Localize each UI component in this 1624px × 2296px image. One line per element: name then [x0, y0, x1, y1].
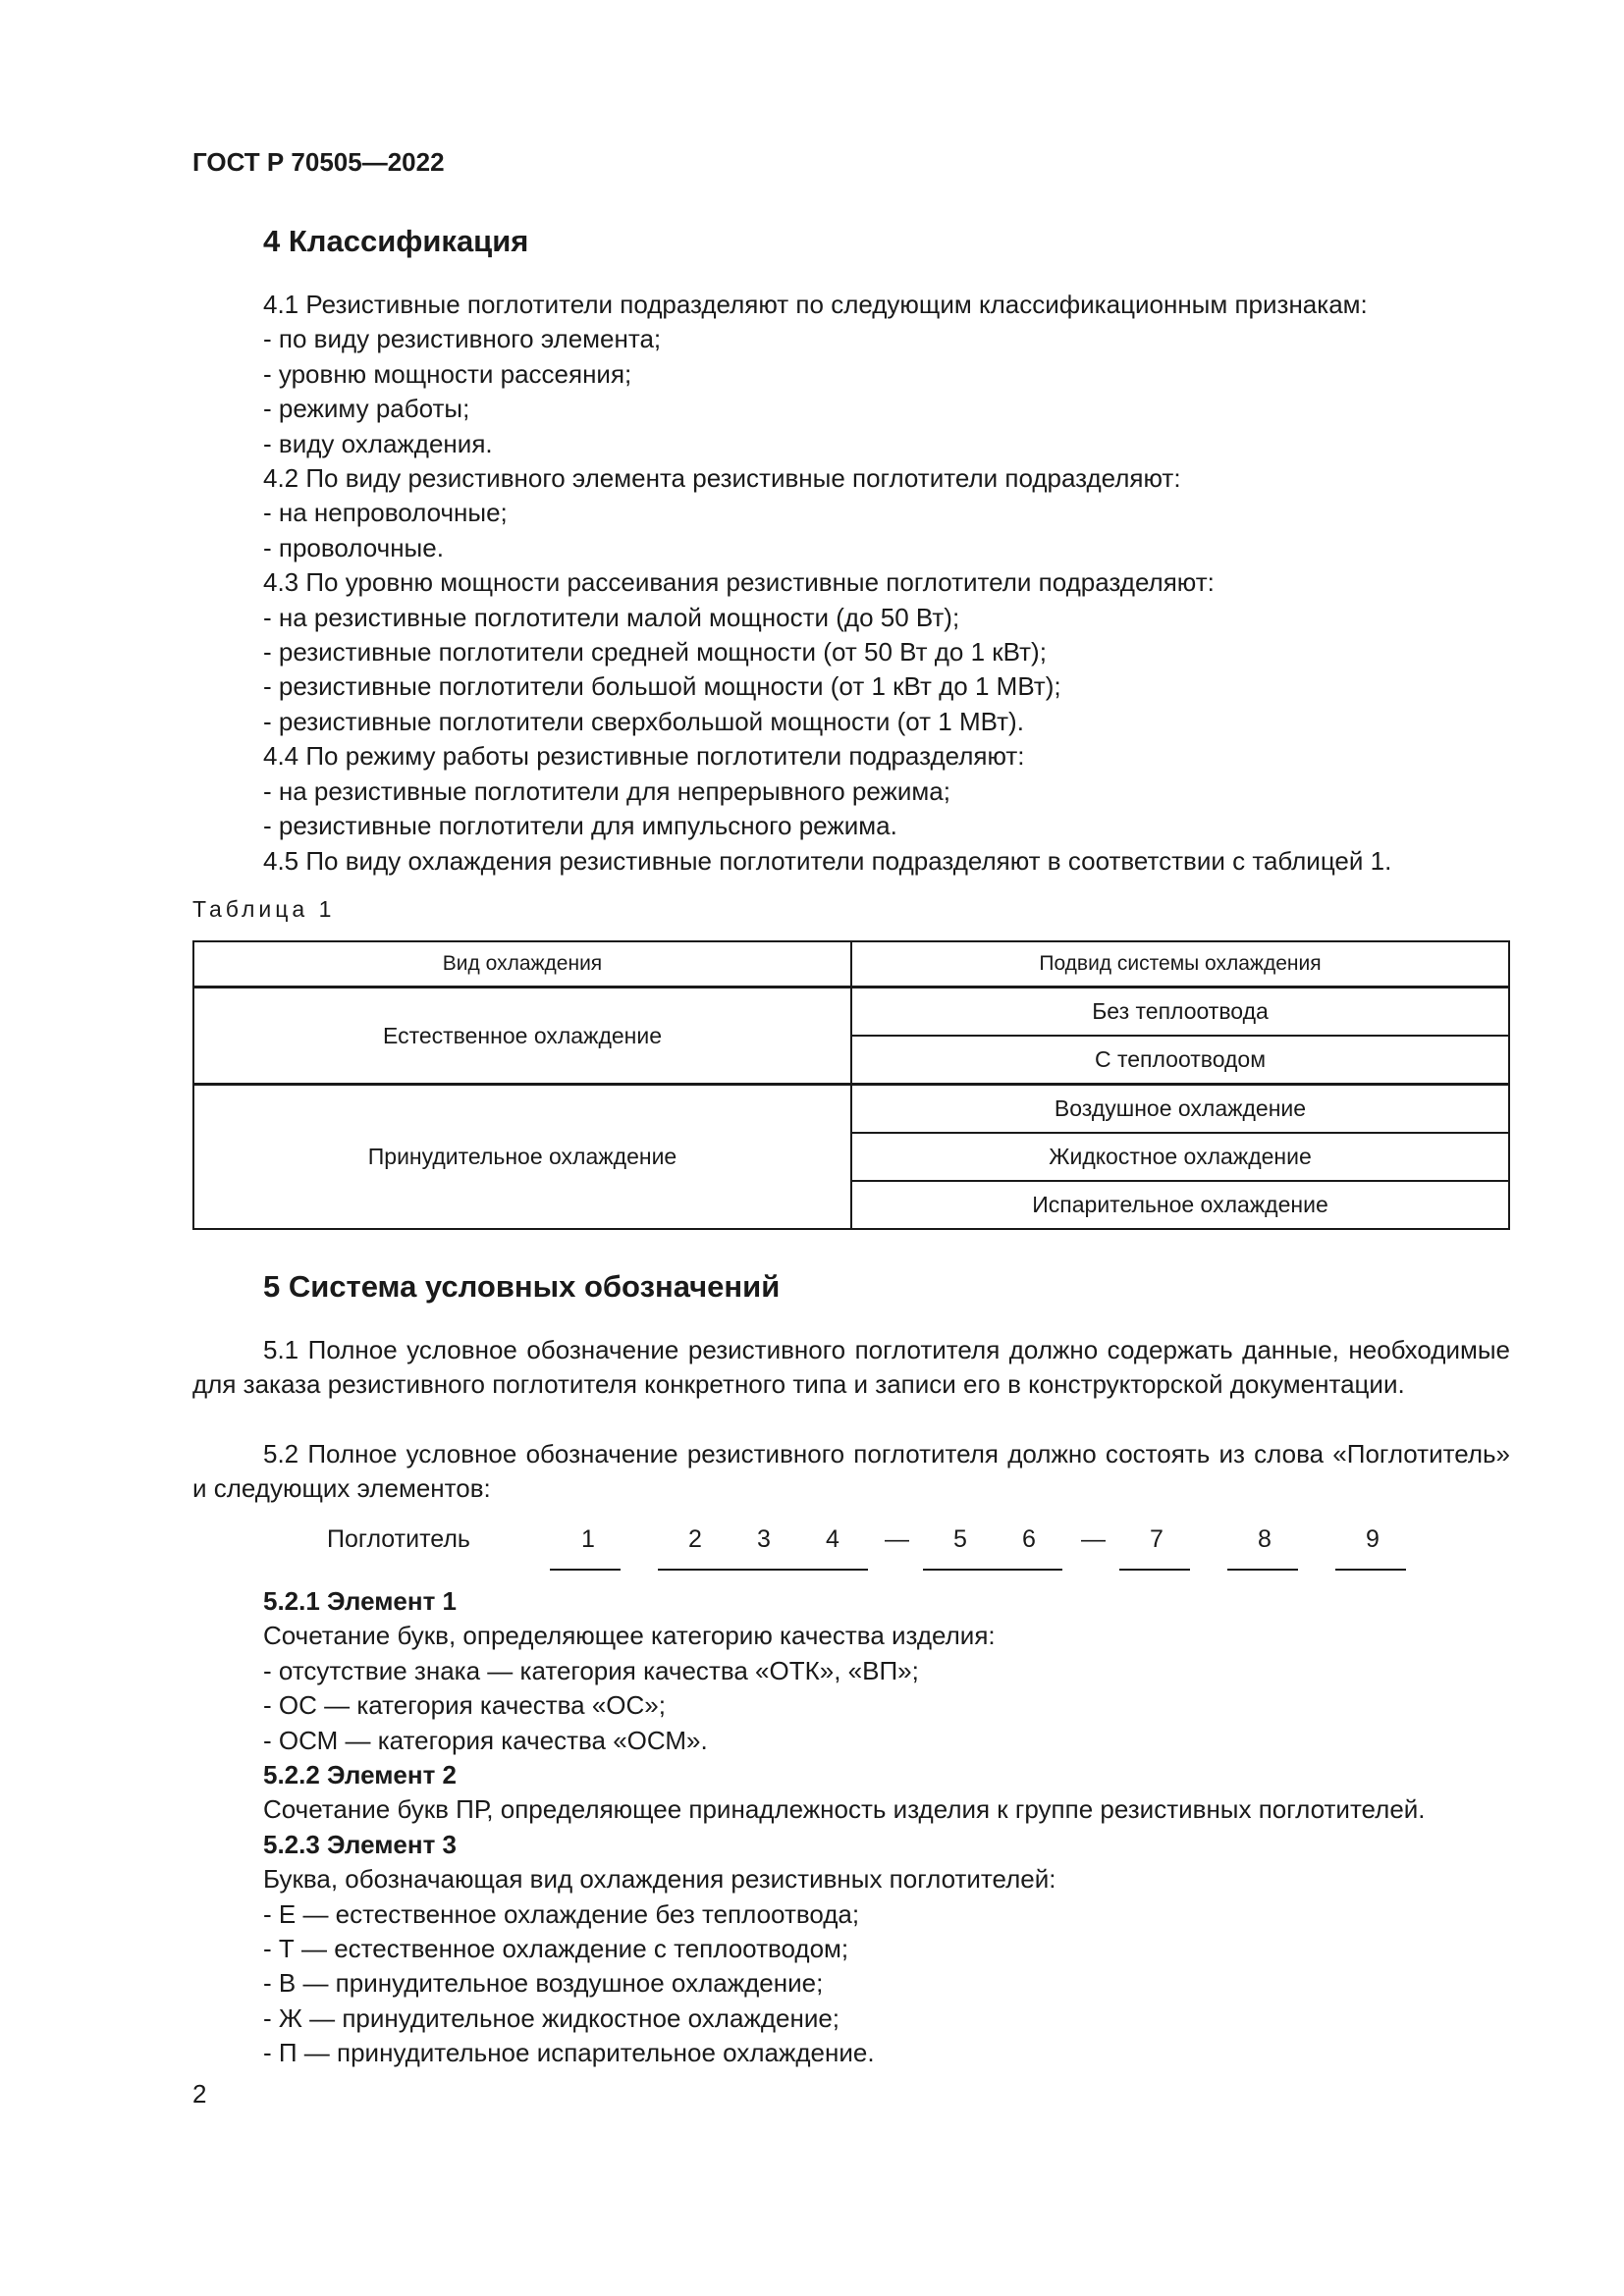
text-line: 4.2 По виду резистивного элемента резистивные поглотители подразделяют:: [263, 463, 1181, 494]
paragraph-5-2: [192, 1437, 1510, 1507]
section-4-list: [263, 288, 1391, 879]
formula-dash: —: [885, 1525, 909, 1553]
text-line: 4.5 По виду охлаждения резистивные поглотители подразделяют в соответствии с таблицей 1.: [263, 845, 1392, 876]
formula-item: 4: [826, 1525, 839, 1553]
paragraph-5-1: [192, 1333, 1510, 1403]
text-line: 4.1 Резистивные поглотители подразделяют по следующим классификационным признакам:: [263, 290, 1368, 319]
text-line: - П — принудительное испарительное охлаждение.: [263, 2038, 875, 2068]
element-heading: 5.2.3 Элемент 3: [263, 1829, 458, 1859]
formula-item: 7: [1150, 1525, 1164, 1553]
text-line: - по виду резистивного элемента;: [263, 324, 662, 354]
table-cell-subtype: Воздушное охлаждение: [851, 1085, 1509, 1134]
formula-underline: [1119, 1569, 1190, 1571]
document-header: ГОСТ Р 70505—2022: [192, 147, 445, 177]
text-line: - резистивные поглотители для импульсного режима.: [263, 811, 897, 841]
table-cell-subtype: Жидкостное охлаждение: [851, 1133, 1509, 1181]
text-line: 4.4 По режиму работы резистивные поглотители подразделяют:: [263, 741, 1025, 772]
table-row: [193, 988, 1509, 1037]
page-number: 2: [192, 2079, 207, 2109]
table-cell-subtype: Испарительное охлаждение: [851, 1181, 1509, 1229]
table-header-cell: Подвид системы охлаждения: [851, 941, 1509, 988]
section-4-title: 4 Классификация: [263, 224, 529, 258]
formula-item: 1: [581, 1525, 595, 1553]
formula-item: 3: [757, 1525, 771, 1553]
text-line: - Е — естественное охлаждение без теплоотвода;: [263, 1898, 860, 1929]
table-header-cell: Вид охлаждения: [193, 941, 851, 988]
table-cell-type: Естественное охлаждение: [193, 988, 851, 1085]
formula-underline: [658, 1569, 868, 1571]
formula-dash: —: [1081, 1525, 1106, 1553]
element-heading: 5.2.1 Элемент 1: [263, 1586, 458, 1616]
text-line: - резистивные поглотители средней мощности (от 50 Вт до 1 кВт);: [263, 637, 1047, 667]
formula-underline: [1335, 1569, 1406, 1571]
paragraph-text: 5.1 Полное условное обозначение резистивного поглотителя должно содержать данные, необходимые для заказа резистивного поглотителя конкретного типа и записи его в конструкторской документации.: [192, 1335, 1510, 1400]
text-line: - В — принудительное воздушное охлаждение;: [263, 1968, 824, 1999]
text-line: 4.3 По уровню мощности рассеивания резистивные поглотители подразделяют:: [263, 567, 1215, 598]
text-line: - ОСМ — категория качества «ОСМ».: [263, 1725, 708, 1755]
text-line: - на резистивные поглотители для непрерывного режима;: [263, 775, 950, 806]
text-line: - проволочные.: [263, 532, 444, 562]
table-header-row: [193, 941, 1509, 988]
text-line: - на резистивные поглотители малой мощности (до 50 Вт);: [263, 602, 960, 632]
text-line: Буква, обозначающая вид охлаждения резистивных поглотителей:: [263, 1864, 1056, 1895]
elements-list: [263, 1584, 1426, 2071]
table-row: [193, 1085, 1509, 1134]
text-line: - Ж — принудительное жидкостное охлаждение;: [263, 2002, 840, 2033]
table-cell-subtype: Без теплоотвода: [851, 988, 1509, 1037]
text-line: - режиму работы;: [263, 394, 470, 424]
formula-item: 6: [1022, 1525, 1036, 1553]
table-cell-subtype: С теплоотводом: [851, 1036, 1509, 1085]
text-line: - резистивные поглотители сверхбольшой мощности (от 1 МВт).: [263, 706, 1024, 736]
text-line: Сочетание букв ПР, определяющее принадлежность изделия к группе резистивных поглотителей.: [263, 1794, 1426, 1825]
designation-formula: [0, 1525, 1624, 1575]
text-line: - на непроволочные;: [263, 498, 508, 528]
element-heading: 5.2.2 Элемент 2: [263, 1760, 458, 1790]
text-line: - Т — естественное охлаждение с теплоотводом;: [263, 1934, 849, 1964]
text-line: - уровню мощности рассеяния;: [263, 358, 632, 389]
text-line: - ОС — категория качества «ОС»;: [263, 1690, 666, 1721]
formula-item: 2: [688, 1525, 702, 1553]
section-5-title: 5 Система условных обозначений: [263, 1269, 781, 1304]
text-line: - отсутствие знака — категория качества «ОТК», «ВП»;: [263, 1655, 919, 1685]
text-line: - виду охлаждения.: [263, 428, 493, 458]
table-cell-type: Принудительное охлаждение: [193, 1085, 851, 1230]
formula-item: 5: [953, 1525, 967, 1553]
text-line: Сочетание букв, определяющее категорию качества изделия:: [263, 1621, 996, 1651]
formula-underline: [923, 1569, 1062, 1571]
formula-word: Поглотитель: [327, 1525, 470, 1553]
text-line: - резистивные поглотители большой мощности (от 1 кВт до 1 МВт);: [263, 671, 1061, 702]
paragraph-text: 5.2 Полное условное обозначение резистивного поглотителя должно состоять из слова «Поглотитель» и следующих элементов:: [192, 1439, 1510, 1504]
cooling-table: [192, 940, 1510, 1230]
formula-item: 8: [1258, 1525, 1272, 1553]
formula-underline: [1227, 1569, 1298, 1571]
formula-underline: [550, 1569, 621, 1571]
table-caption: Таблица 1: [192, 896, 336, 922]
formula-item: 9: [1366, 1525, 1380, 1553]
